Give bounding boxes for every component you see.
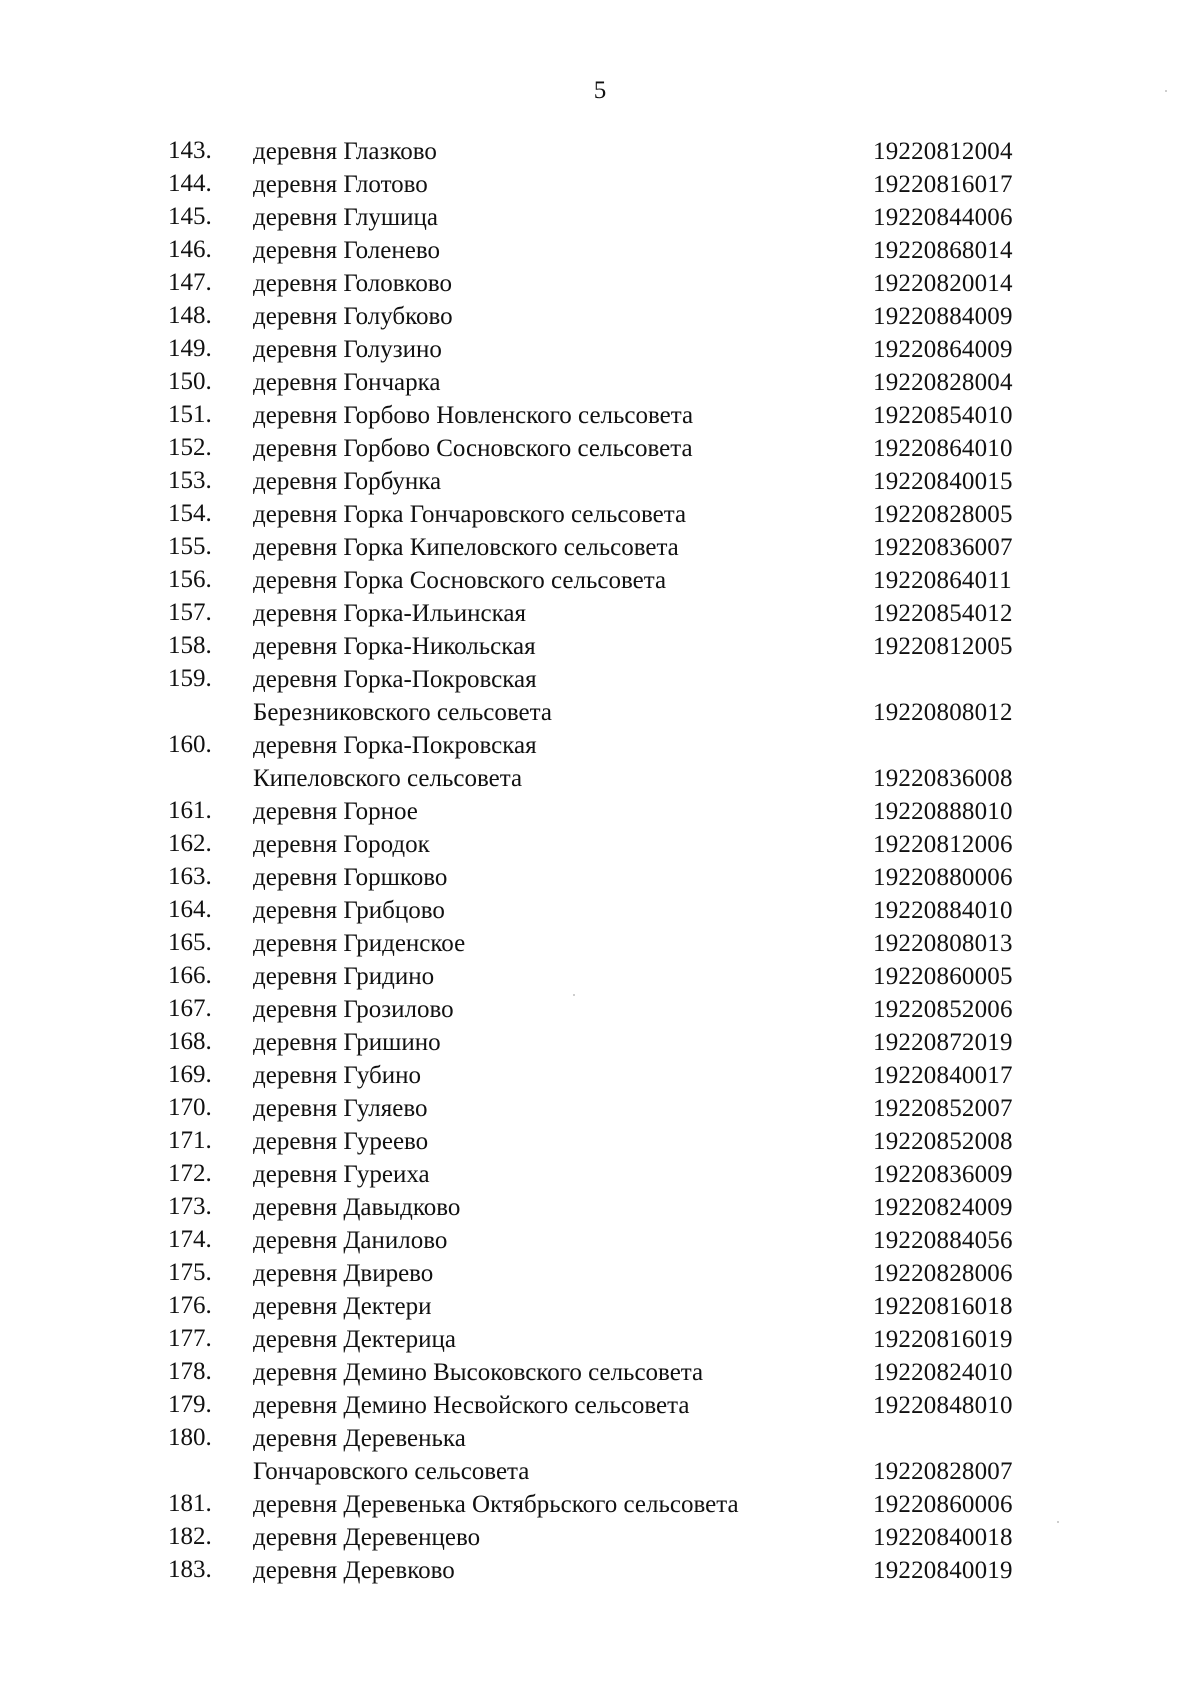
settlement-name [253,1356,853,1389]
settlement-name-line: деревня Глазково [253,138,437,165]
settlement-name [253,399,853,432]
oktmo-code: 19220808012 [873,699,1013,726]
oktmo-code: 19220828007 [873,1458,1013,1485]
list-item [0,829,1200,862]
entry-number: 144. [168,170,212,197]
settlement-name [253,267,853,300]
settlement-name-line: деревня Деревенька Октябрьского сельсовета [253,1491,739,1518]
entry-number: 167. [168,995,212,1022]
settlement-name-line: деревня Горка-Ильинская [253,600,526,627]
list-item [0,631,1200,664]
list-item [0,598,1200,631]
list-item [0,1093,1200,1126]
list-item [0,1489,1200,1522]
entry-number: 176. [168,1292,212,1319]
oktmo-code: 19220864009 [873,336,1013,363]
entry-number: 149. [168,335,212,362]
list-item [0,136,1200,169]
scan-speck [1165,90,1167,92]
entry-number: 154. [168,500,212,527]
list-item [0,1027,1200,1060]
list-item [0,532,1200,565]
settlement-name-line: деревня Горка Гончаровского сельсовета [253,501,687,528]
oktmo-code: 19220812006 [873,831,1013,858]
settlement-name [253,1389,853,1422]
settlement-name-line: деревня Голенево [253,237,440,264]
entry-number: 148. [168,302,212,329]
list-item [0,400,1200,433]
list-item [0,235,1200,268]
settlement-name [253,1290,853,1323]
settlement-name-line: деревня Дектерица [253,1326,456,1353]
oktmo-code: 19220880006 [873,864,1013,891]
oktmo-code: 19220828005 [873,501,1013,528]
list-item [0,1291,1200,1324]
settlement-name [253,1488,853,1521]
oktmo-code: 19220864011 [873,567,1012,594]
list-item [0,862,1200,895]
settlement-name [253,564,853,597]
entry-number: 158. [168,632,212,659]
settlement-name [253,1422,853,1488]
settlement-name-line: деревня Деревково [253,1557,455,1584]
oktmo-code: 19220844006 [873,204,1013,231]
entry-number: 150. [168,368,212,395]
entry-number: 178. [168,1358,212,1385]
settlement-name [253,1323,853,1356]
oktmo-code: 19220828006 [873,1260,1013,1287]
entry-number: 160. [168,731,212,758]
settlement-name-line: Гончаровского сельсовета [253,1458,530,1485]
entry-number: 179. [168,1391,212,1418]
settlement-name-line: деревня Деревенцево [253,1524,481,1551]
list-item [0,1060,1200,1093]
oktmo-code: 19220812004 [873,138,1013,165]
settlement-name-line: деревня Горка-Никольская [253,633,536,660]
oktmo-code: 19220836008 [873,765,1013,792]
entry-number: 173. [168,1193,212,1220]
settlement-name-line: деревня Давыдково [253,1194,461,1221]
entry-number: 169. [168,1061,212,1088]
settlement-name-line: деревня Гуляево [253,1095,428,1122]
entry-number: 183. [168,1556,212,1583]
list-item [0,1390,1200,1423]
settlement-name [253,663,853,729]
settlement-name-line: деревня Демино Высоковского сельсовета [253,1359,704,1386]
settlement-name [253,531,853,564]
oktmo-code: 19220884009 [873,303,1013,330]
entry-number: 171. [168,1127,212,1154]
settlement-name-line: деревня Гуреиха [253,1161,430,1188]
list-item [0,1324,1200,1357]
oktmo-code: 19220840017 [873,1062,1013,1089]
entry-number: 159. [168,665,212,692]
settlement-name [253,828,853,861]
settlement-name-line: деревня Губино [253,1062,421,1089]
settlement-name-line: деревня Гуреево [253,1128,429,1155]
settlement-name-line: деревня Горбово Новленского сельсовета [253,402,694,429]
entry-number: 164. [168,896,212,923]
entry-number: 147. [168,269,212,296]
settlement-name-line: деревня Двирево [253,1260,434,1287]
list-item [0,961,1200,994]
oktmo-code: 19220808013 [873,930,1013,957]
list-item [0,334,1200,367]
oktmo-code: 19220836007 [873,534,1013,561]
oktmo-code: 19220820014 [873,270,1013,297]
list-item [0,1258,1200,1291]
settlement-name [253,1554,853,1587]
entry-number: 162. [168,830,212,857]
settlement-name [253,366,853,399]
entry-number: 182. [168,1523,212,1550]
oktmo-code: 19220852008 [873,1128,1013,1155]
list-item [0,664,1200,730]
settlement-name [253,234,853,267]
entry-number: 175. [168,1259,212,1286]
settlement-name [253,432,853,465]
list-item [0,268,1200,301]
settlement-name [253,993,853,1026]
settlement-name-line: Березниковского сельсовета [253,699,552,726]
settlement-name [253,927,853,960]
list-item [0,796,1200,829]
list-item [0,1423,1200,1489]
settlement-name-line: деревня Грибцово [253,897,445,924]
list-item [0,301,1200,334]
settlement-name [253,333,853,366]
list-item [0,1225,1200,1258]
entry-number: 163. [168,863,212,890]
entry-number: 168. [168,1028,212,1055]
settlement-name-line: деревня Глотово [253,171,428,198]
settlement-name-line: деревня Гришино [253,1029,441,1056]
entry-number: 177. [168,1325,212,1352]
list-item [0,928,1200,961]
entry-number: 174. [168,1226,212,1253]
settlement-name [253,1158,853,1191]
settlement-name-line: деревня Грозилово [253,996,454,1023]
list-item [0,1357,1200,1390]
list-item [0,466,1200,499]
settlement-name-line: деревня Гриденское [253,930,466,957]
oktmo-code: 19220840019 [873,1557,1013,1584]
settlement-name [253,630,853,663]
list-item [0,1522,1200,1555]
oktmo-code: 19220884056 [873,1227,1013,1254]
settlement-name [253,1059,853,1092]
entry-number: 161. [168,797,212,824]
settlement-name-line: деревня Гончарка [253,369,441,396]
oktmo-code: 19220868014 [873,237,1013,264]
entry-number: 165. [168,929,212,956]
settlement-name [253,1191,853,1224]
settlement-name-line: деревня Голузино [253,336,442,363]
oktmo-code: 19220854012 [873,600,1013,627]
entry-number: 155. [168,533,212,560]
oktmo-code: 19220840015 [873,468,1013,495]
settlement-name [253,1224,853,1257]
scan-speck [1057,1521,1059,1523]
settlement-name [253,894,853,927]
settlement-name [253,1026,853,1059]
entry-number: 145. [168,203,212,230]
list-item [0,730,1200,796]
settlement-name [253,597,853,630]
oktmo-code: 19220854010 [873,402,1013,429]
list-item [0,565,1200,598]
oktmo-code: 19220848010 [873,1392,1013,1419]
oktmo-code: 19220860005 [873,963,1013,990]
settlement-name-line: деревня Гридино [253,963,435,990]
oktmo-code: 19220828004 [873,369,1013,396]
list-item [0,499,1200,532]
settlement-name-line: деревня Голубково [253,303,453,330]
oktmo-code: 19220816017 [873,171,1013,198]
oktmo-code: 19220824009 [873,1194,1013,1221]
settlement-name-line: деревня Горка-Покровская [253,666,537,693]
entry-number: 170. [168,1094,212,1121]
oktmo-code: 19220812005 [873,633,1013,660]
oktmo-code: 19220816018 [873,1293,1013,1320]
settlement-name-line: деревня Горбово Сосновского сельсовета [253,435,693,462]
settlement-name-line: деревня Горка-Покровская [253,732,537,759]
list-item [0,1192,1200,1225]
settlement-name-line: деревня Данилово [253,1227,448,1254]
entry-number: 166. [168,962,212,989]
settlement-name [253,795,853,828]
list-item [0,433,1200,466]
settlement-name [253,729,853,795]
oktmo-code: 19220884010 [873,897,1013,924]
settlement-name [253,1521,853,1554]
settlement-name [253,1257,853,1290]
settlement-name [253,168,853,201]
entry-number: 181. [168,1490,212,1517]
oktmo-code: 19220816019 [873,1326,1013,1353]
oktmo-code: 19220864010 [873,435,1013,462]
oktmo-code: 19220824010 [873,1359,1013,1386]
list-item [0,367,1200,400]
settlement-name-line: деревня Дектери [253,1293,432,1320]
oktmo-code: 19220852007 [873,1095,1013,1122]
settlement-name-line: деревня Деревенька [253,1425,466,1452]
settlement-name [253,1092,853,1125]
settlement-list [0,136,1200,1588]
entry-number: 153. [168,467,212,494]
entry-number: 143. [168,137,212,164]
settlement-name [253,300,853,333]
settlement-name [253,135,853,168]
entry-number: 156. [168,566,212,593]
settlement-name-line: деревня Головково [253,270,453,297]
entry-number: 180. [168,1424,212,1451]
settlement-name-line: деревня Горшково [253,864,448,891]
settlement-name-line: деревня Горка Кипеловского сельсовета [253,534,679,561]
settlement-name [253,465,853,498]
list-item [0,895,1200,928]
list-item [0,1126,1200,1159]
settlement-name [253,201,853,234]
settlement-name [253,960,853,993]
entry-number: 152. [168,434,212,461]
settlement-name-line: деревня Горка Сосновского сельсовета [253,567,667,594]
entry-number: 151. [168,401,212,428]
settlement-name-line: Кипеловского сельсовета [253,765,523,792]
list-item [0,994,1200,1027]
settlement-name [253,861,853,894]
settlement-name-line: деревня Горное [253,798,418,825]
list-item [0,1555,1200,1588]
entry-number: 157. [168,599,212,626]
settlement-name [253,498,853,531]
entry-number: 146. [168,236,212,263]
list-item [0,202,1200,235]
oktmo-code: 19220840018 [873,1524,1013,1551]
oktmo-code: 19220872019 [873,1029,1013,1056]
entry-number: 172. [168,1160,212,1187]
list-item [0,1159,1200,1192]
oktmo-code: 19220888010 [873,798,1013,825]
oktmo-code: 19220860006 [873,1491,1013,1518]
settlement-name-line: деревня Демино Несвойского сельсовета [253,1392,690,1419]
scan-speck [573,994,575,996]
settlement-name-line: деревня Городок [253,831,430,858]
settlement-name-line: деревня Глушица [253,204,438,231]
oktmo-code: 19220836009 [873,1161,1013,1188]
settlement-name-line: деревня Горбунка [253,468,442,495]
list-item [0,169,1200,202]
settlement-name [253,1125,853,1158]
page-number: 5 [593,77,607,104]
oktmo-code: 19220852006 [873,996,1013,1023]
